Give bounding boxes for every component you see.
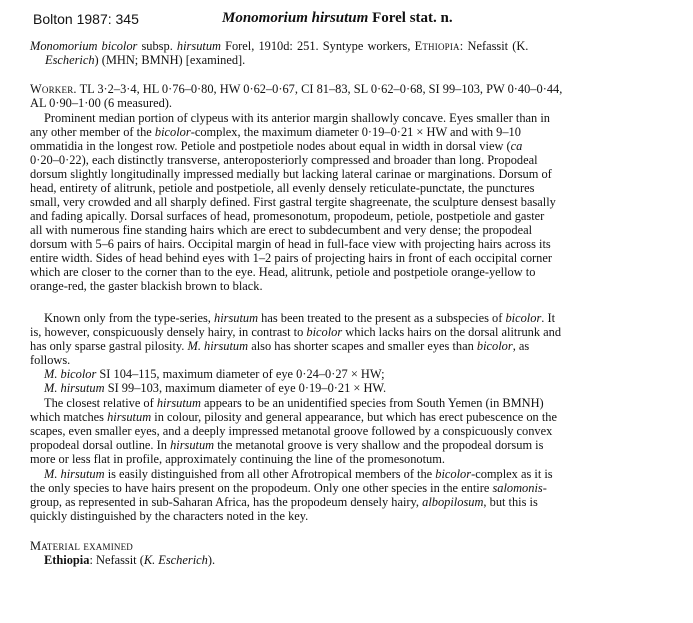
remark-line-09: more or less flat in profile, approximately continuing the line of the promesonotum.: [30, 452, 445, 466]
desc-line-13: orange-red, the gaster blackish brown to black.: [30, 279, 263, 293]
desc-line-11: entire width. Sides of head behind eyes with 1–2 pairs of projecting hairs in front of each occipital corner: [30, 251, 552, 265]
desc-line-12: which are closer to the corner than to the eye. Head, alitrunk, petiole and postpetiole orange-yellow to: [30, 265, 536, 279]
syn-rest-2: ) (MHN; BMNH) [examined].: [94, 53, 246, 67]
desc-line-01: Prominent median portion of clypeus with its anterior margin shallowly concave. Eyes smaller than in: [44, 111, 550, 125]
desc-line-07: small, very crowded and all sharply defined. First gastral tergite shagreenate, the sculpture densest basally: [30, 195, 556, 209]
desc-line-02: [30, 125, 521, 139]
desc-line-04: 0·20–0·22), each distinctly transverse, anteroposteriorly compressed and broader than long. Propodeal: [30, 153, 538, 167]
text-span: SI 104–115, maximum diameter of eye 0·24–0·27 × HW;: [96, 367, 385, 381]
text-span: -complex as it is: [471, 467, 553, 481]
material-line: [44, 553, 215, 567]
remark-line-07: scapes, even smaller eyes, and a deeply impressed metanotal groove followed by a conspicuously convex: [30, 424, 553, 438]
desc-line-03: [30, 139, 522, 153]
italic-span: bicolor: [306, 325, 343, 339]
text-span: group, as represented in sub-Saharan Africa, has the propodeum densely hairy,: [30, 495, 423, 509]
italic-span: bicolor: [435, 467, 472, 481]
text-span: , but this is: [483, 495, 538, 509]
remark-line-01: [44, 311, 555, 325]
citation: Bolton 1987: 345: [33, 11, 139, 27]
italic-span: M. bicolor: [44, 367, 97, 381]
text-span: which matches: [30, 410, 108, 424]
syn-rest: Forel, 1910d: 251. Syntype workers,: [225, 39, 411, 53]
synonymy-line-2: [45, 53, 245, 67]
text-span: the metanotal groove is very shallow and the propodeal dorsum is: [214, 438, 544, 452]
remark-line-03: [30, 339, 529, 353]
text-span: appears to be an unidentified species from South Yemen (in BMNH): [200, 396, 544, 410]
text-span: is, however, conspicuously densely hairy, in contrast to: [30, 325, 307, 339]
syn-country: Ethiopia:: [414, 39, 464, 53]
remark-line-06: [30, 410, 557, 424]
synonymy-line-1: [30, 39, 528, 53]
remark-line-02: [30, 325, 561, 339]
syn-locality: Nefassit (K.: [467, 39, 529, 53]
remark-line-08: [30, 438, 543, 452]
italic-span: K. Escherich: [143, 553, 208, 567]
desc-line-08: and fading apically. Dorsal surfaces of head, promesonotum, propodeum, petiole, postpetiole and gaster: [30, 209, 545, 223]
text-span: also has shorter scapes and smaller eyes than: [248, 339, 477, 353]
text-span: ).: [207, 553, 216, 567]
text-span: SI 99–103, maximum diameter of eye 0·19–0·21 × HW.: [104, 381, 387, 395]
desc-line-06: head, entirety of alitrunk, petiole and postpetiole, all evenly densely reticulate-punctate, the punctures: [30, 181, 535, 195]
desc-line-10: dorsum with 5–6 pairs of hairs. Occipital margin of head in full-face view with projecting hairs across its: [30, 237, 551, 251]
material-country: Ethiopia: [44, 553, 90, 567]
italic-span: albopilosum: [422, 495, 484, 509]
desc-line-09: all with numerous fine standing hairs which are erect to subdecumbent and very dense; the propodeal: [30, 223, 533, 237]
text-span: propodeal dorsal outline. In: [30, 438, 171, 452]
comparison-line-1: [44, 367, 385, 381]
italic-span: salomonis: [492, 481, 543, 495]
text-span: , as: [512, 339, 530, 353]
remark-line-11: [30, 481, 547, 495]
text-span: ommatidia in the longest row. Petiole and postpetiole nodes about equal in width in dorsal view (: [30, 139, 511, 153]
italic-span: bicolor: [505, 311, 542, 325]
italic-span: M. hirsutum: [44, 381, 105, 395]
desc-line-05: dorsum slightly longitudinally impressed medially but lacking lateral carinae or marginations. Dorsum of: [30, 167, 552, 181]
text-span: any other member of the: [30, 125, 155, 139]
text-span: has only sparse gastral pilosity.: [30, 339, 188, 353]
text-span: is easily distinguished from all other Afrotropical members of the: [104, 467, 436, 481]
text-span: . It: [541, 311, 556, 325]
remark-line-10: [44, 467, 553, 481]
text-span: the only species to have hairs present on the propodeum. Only one other species in the entire: [30, 481, 493, 495]
italic-span: ca: [510, 139, 523, 153]
material-heading: Material examined: [30, 539, 134, 553]
syn-name: hirsutum: [176, 39, 221, 53]
italic-span: bicolor: [154, 125, 191, 139]
remark-line-12: [30, 495, 538, 509]
italic-span: bicolor: [476, 339, 513, 353]
text-span: has been treated to the present as a subspecies of: [258, 311, 506, 325]
comparison-line-2: [44, 381, 386, 395]
syn-collector: Escherich: [45, 53, 95, 67]
worker-line-1: [30, 82, 562, 96]
worker-label: Worker.: [30, 82, 77, 96]
text-span: which lacks hairs on the dorsal alitrunk and: [342, 325, 562, 339]
remark-line-04: follows.: [30, 353, 71, 367]
italic-span: hirsutum: [107, 410, 152, 424]
italic-span: hirsutum: [170, 438, 215, 452]
text-span: -: [542, 481, 547, 495]
italic-span: hirsutum: [214, 311, 259, 325]
worker-measurements-1: TL 3·2–3·4, HL 0·76–0·80, HW 0·62–0·67, CI 81–83, SL 0·62–0·68, SI 99–103, PW 0·40–0·44,: [79, 82, 563, 96]
title-status: stat. n.: [409, 10, 453, 26]
page-title: [222, 10, 453, 27]
remark-line-13: quickly distinguished by the characters noted in the key.: [30, 509, 309, 523]
italic-span: hirsutum: [156, 396, 201, 410]
text-span: Known only from the type-series,: [44, 311, 214, 325]
title-author: Forel: [372, 10, 406, 26]
text-span: The closest relative of: [44, 396, 157, 410]
text-span: -complex, the maximum diameter 0·19–0·21 × HW and with 9–10: [190, 125, 521, 139]
syn-taxon: Monomorium bicolor: [30, 39, 138, 53]
italic-span: M. hirsutum: [44, 467, 105, 481]
title-taxon: Monomorium hirsutum: [222, 10, 369, 26]
syn-mid: subsp.: [141, 39, 173, 53]
text-span: : Nefassit (: [89, 553, 144, 567]
worker-line-2: AL 0·90–1·00 (6 measured).: [30, 96, 172, 110]
text-span: in colour, pilosity and general appearance, but which has erect pubescence on the: [151, 410, 557, 424]
italic-span: M. hirsutum: [187, 339, 249, 353]
remark-line-05: [44, 396, 544, 410]
